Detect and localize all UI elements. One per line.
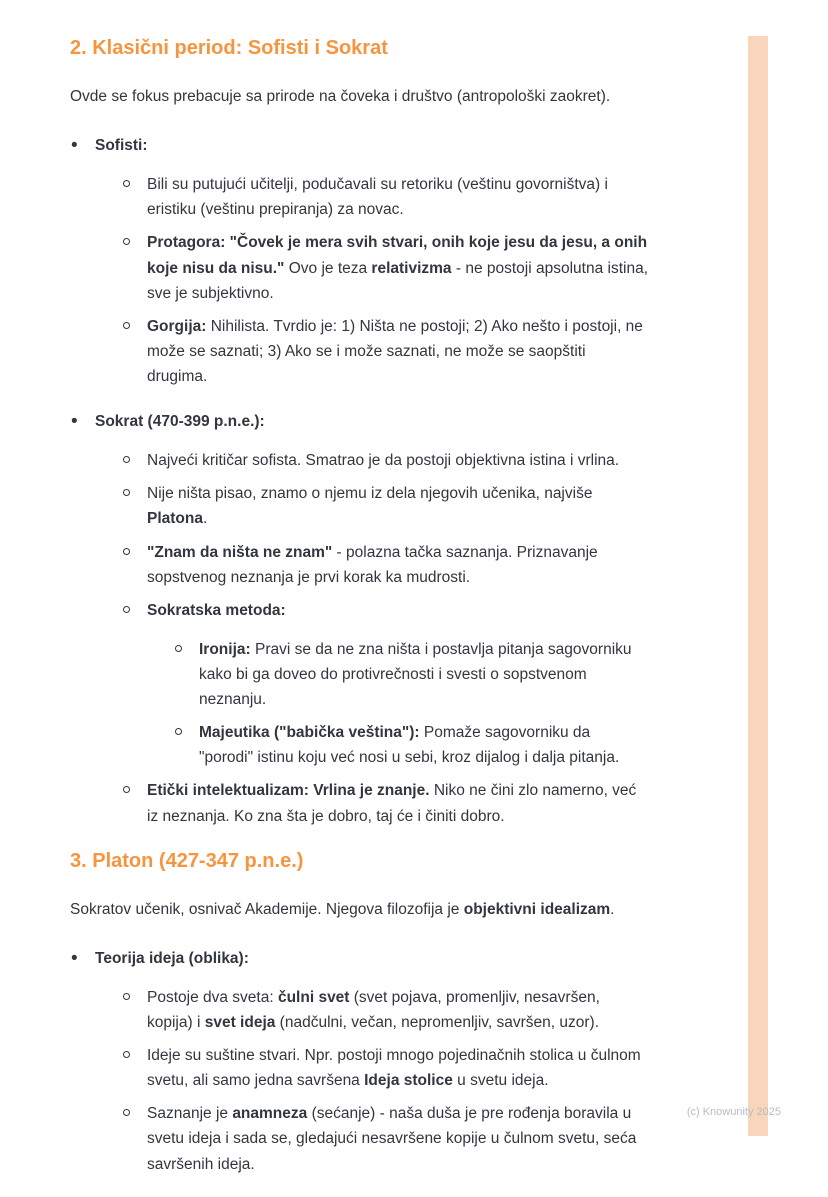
list-item	[121, 172, 648, 222]
list-item	[121, 985, 648, 1035]
list-item	[121, 481, 648, 531]
list-item-text	[147, 1105, 636, 1172]
text-segment: Platona	[147, 510, 203, 528]
text-segment: Najveći kritičar sofista. Smatrao je da postoji objektivna istina i vrlina.	[147, 452, 620, 470]
list-item-sokrat	[70, 409, 648, 829]
list-item-text	[147, 452, 619, 469]
text-segment: Pravi se da ne zna ništa i postavlja pitanja sagovorniku kako bi ga doveo do protivrečnosti i svesti o sopstvenom neznanju.	[199, 640, 632, 709]
list-item	[121, 1043, 648, 1093]
text-segment: .	[202, 510, 208, 528]
text-segment: - ne postoji apsolutna istina, sve je subjektivno.	[147, 259, 649, 302]
text-segment: Pomaže sagovorniku da "porodi" istinu koju već nosi u sebi, kroz dijalog i dalja pitanja.	[199, 724, 620, 767]
list-item	[173, 720, 648, 770]
list-item-teorija-ideja	[70, 946, 648, 1177]
text-segment: Ovo je teza	[284, 259, 372, 277]
text-segment: Postoje dva sveta:	[147, 988, 278, 1006]
list-item-label	[95, 950, 249, 967]
text-segment: u svetu ideja.	[452, 1072, 549, 1090]
section-heading-platon: 3. Platon (427-347 p.n.e.)	[70, 849, 304, 872]
text-segment: Sofisti:	[95, 137, 148, 155]
list-item-text	[147, 782, 636, 824]
list-item	[121, 1101, 648, 1176]
text-segment: Sokratska metoda:	[147, 601, 286, 619]
text-segment: Niko ne čini zlo namerno, već iz neznanja. Ko zna šta je dobro, taj će i činiti dobro.	[147, 782, 637, 825]
text-segment: Gorgija:	[147, 317, 207, 335]
intro-paragraph	[70, 897, 648, 922]
text-segment: "Znam da ništa ne znam"	[147, 543, 333, 561]
text-segment: Etički intelektualizam: Vrlina je znanje.	[147, 782, 430, 800]
text-segment: Saznanje je	[147, 1105, 233, 1123]
list-item-sokratska-metoda	[121, 598, 648, 771]
list-item-label	[95, 137, 148, 154]
list-item	[173, 637, 648, 712]
text-segment: - polazna tačka saznanja. Priznavanje sopstvenog neznanja je prvi korak ka mudrosti.	[147, 543, 598, 586]
text-segment: Protagora: "Čovek je mera svih stvari, onih koje jesu da jesu, a onih koje nisu da nisu."	[147, 234, 648, 277]
list-item-text	[147, 318, 643, 385]
list-item-text	[147, 544, 598, 586]
topic-list	[70, 946, 648, 1177]
intro-paragraph: Ovde se fokus prebacuje sa prirode na čoveka i društvo (antropološki zaokret).	[70, 88, 611, 105]
text-segment: Ideja stolice	[364, 1072, 453, 1090]
text-segment: Teorija ideja (oblika):	[95, 949, 249, 967]
text-segment: Nihilista. Tvrdio je: 1) Ništa ne postoji; 2) Ako nešto i postoji, ne može se saznati; 3) Ako se i može saznati, ne može se saopštiti drugima.	[147, 317, 643, 385]
list-item-label	[147, 602, 286, 619]
text-segment: Ironija:	[199, 640, 251, 658]
list-item-eticki-intelektualizam	[121, 778, 648, 828]
watermark: (c) Knowunity 2025	[686, 1106, 781, 1118]
text-segment: čulni svet	[277, 988, 350, 1006]
text-segment: (nadčulni, večan, nepromenljiv, savršen, uzor).	[275, 1013, 600, 1031]
list-item-text	[147, 234, 648, 301]
text-segment: Sokratov učenik, osnivač Akademije. Njegova filozofija je	[70, 900, 464, 918]
list-item-sofisti	[70, 133, 648, 389]
list-item-text	[147, 1047, 641, 1089]
text-segment: Bili su putujući učitelji, podučavali su retoriku (veštinu govorništva) i eristiku (veštinu prepiranja) za novac.	[147, 176, 608, 219]
text-segment: relativizma	[371, 259, 452, 277]
text-segment: Sokrat (470-399 p.n.e.):	[95, 413, 265, 431]
text-segment: svet ideja	[204, 1013, 276, 1031]
list-item	[121, 314, 648, 389]
list-item-text	[147, 485, 592, 527]
text-segment: objektivni idealizam	[463, 900, 611, 918]
list-item	[121, 230, 648, 305]
sofisti-sublist	[95, 172, 648, 389]
document-content	[70, 36, 648, 1197]
metoda-sublist	[147, 637, 648, 771]
topic-list	[70, 133, 648, 829]
text-segment: Ideje su suštine stvari. Npr. postoji mnogo pojedinačnih stolica u čulnom svetu, ali samo jedna savršena	[147, 1047, 641, 1090]
teorija-sublist	[95, 985, 648, 1177]
page-edge-stripe	[748, 36, 768, 1136]
list-item	[121, 448, 648, 473]
text-segment: anamneza	[232, 1105, 308, 1123]
list-item-text	[199, 641, 632, 708]
section-heading-klasicni-period: 2. Klasični period: Sofisti i Sokrat	[70, 37, 388, 59]
list-item	[121, 540, 648, 590]
list-item-label	[95, 413, 265, 430]
text-segment: Majeutika ("babička veština"):	[199, 724, 420, 742]
list-item-text	[147, 176, 608, 218]
text-segment: .	[610, 900, 615, 918]
text-segment: Nije ništa pisao, znamo o njemu iz dela njegovih učenika, najviše	[147, 485, 593, 503]
text-segment: (svet pojava, promenljiv, nesavršen, kopija) i	[147, 988, 600, 1031]
list-item-text	[199, 724, 619, 766]
text-segment: (sećanje) - naša duša je pre rođenja boravila u svetu ideja i sada se, gledajući nesavršene kopije u čulnom svetu, seća savršenih ideja.	[147, 1105, 637, 1173]
sokrat-sublist	[95, 448, 648, 828]
list-item-text	[147, 989, 600, 1031]
